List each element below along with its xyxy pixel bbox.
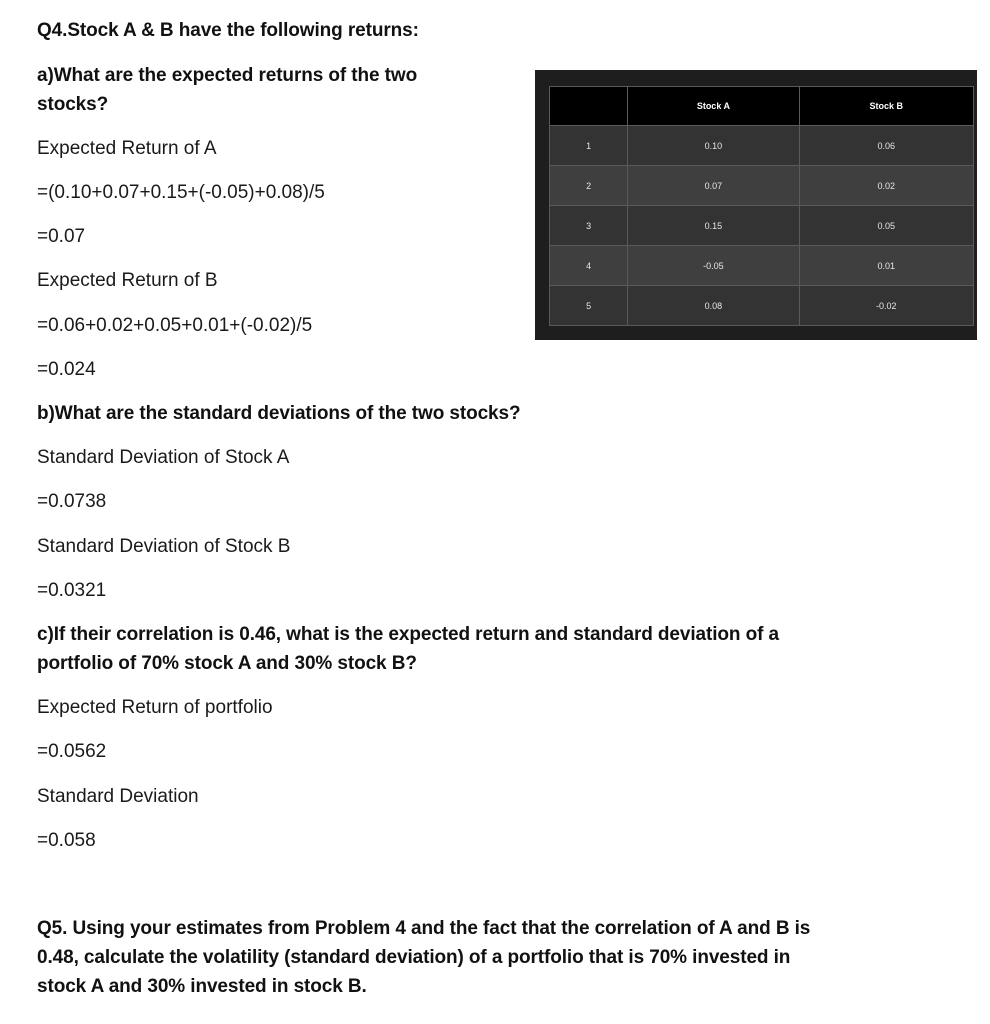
q4a-question-line2: stocks? bbox=[37, 94, 109, 115]
expected-return-a-label: Expected Return of A bbox=[37, 138, 217, 159]
q5-question-line1: Q5. Using your estimates from Problem 4 and the fact that the correlation of A and B is bbox=[37, 918, 811, 939]
portfolio-std-dev-label: Standard Deviation bbox=[37, 786, 199, 807]
row-index: 1 bbox=[550, 126, 628, 166]
row-index: 4 bbox=[550, 246, 628, 286]
row-index: 3 bbox=[550, 206, 628, 246]
stock-b-value: 0.02 bbox=[799, 166, 973, 206]
stock-a-value: 0.08 bbox=[628, 286, 799, 326]
stock-b-value: 0.01 bbox=[799, 246, 973, 286]
stock-a-value: 0.10 bbox=[628, 126, 799, 166]
returns-table-image bbox=[535, 70, 977, 340]
portfolio-expected-return-result: =0.0562 bbox=[37, 741, 107, 762]
std-dev-b-result: =0.0321 bbox=[37, 580, 107, 601]
row-index: 2 bbox=[550, 166, 628, 206]
q4-heading: Q4.Stock A & B have the following returns: bbox=[37, 20, 419, 41]
stock-a-value: 0.07 bbox=[628, 166, 799, 206]
table-header-row bbox=[550, 87, 974, 126]
header-index bbox=[550, 87, 628, 126]
table-row bbox=[550, 286, 974, 326]
table-row bbox=[550, 246, 974, 286]
expected-return-a-formula: =(0.10+0.07+0.15+(-0.05)+0.08)/5 bbox=[37, 182, 325, 203]
q4c-question-line2: portfolio of 70% stock A and 30% stock B? bbox=[37, 653, 417, 674]
std-dev-a-label: Standard Deviation of Stock A bbox=[37, 447, 290, 468]
q5-question-line2: 0.48, calculate the volatility (standard deviation) of a portfolio that is 70% invested in bbox=[37, 947, 791, 968]
q4c-question-line1: c)If their correlation is 0.46, what is the expected return and standard deviation of a bbox=[37, 624, 779, 645]
portfolio-std-dev-result: =0.058 bbox=[37, 830, 96, 851]
stock-b-value: 0.06 bbox=[799, 126, 973, 166]
expected-return-b-result: =0.024 bbox=[37, 359, 96, 380]
stock-a-value: -0.05 bbox=[628, 246, 799, 286]
expected-return-b-label: Expected Return of B bbox=[37, 270, 218, 291]
table-row bbox=[550, 126, 974, 166]
expected-return-a-result: =0.07 bbox=[37, 226, 86, 247]
table-row bbox=[550, 206, 974, 246]
stock-a-value: 0.15 bbox=[628, 206, 799, 246]
std-dev-b-label: Standard Deviation of Stock B bbox=[37, 536, 291, 557]
returns-table bbox=[549, 86, 974, 326]
q5-question-line3: stock A and 30% invested in stock B. bbox=[37, 976, 367, 997]
row-index: 5 bbox=[550, 286, 628, 326]
header-stock-b: Stock B bbox=[799, 87, 973, 126]
header-stock-a: Stock A bbox=[628, 87, 799, 126]
stock-b-value: 0.05 bbox=[799, 206, 973, 246]
stock-b-value: -0.02 bbox=[799, 286, 973, 326]
table-row bbox=[550, 166, 974, 206]
portfolio-expected-return-label: Expected Return of portfolio bbox=[37, 697, 273, 718]
q4a-question-line1: a)What are the expected returns of the two bbox=[37, 65, 418, 86]
expected-return-b-formula: =0.06+0.02+0.05+0.01+(-0.02)/5 bbox=[37, 315, 313, 336]
std-dev-a-result: =0.0738 bbox=[37, 491, 107, 512]
q4b-question: b)What are the standard deviations of the two stocks? bbox=[37, 403, 521, 424]
